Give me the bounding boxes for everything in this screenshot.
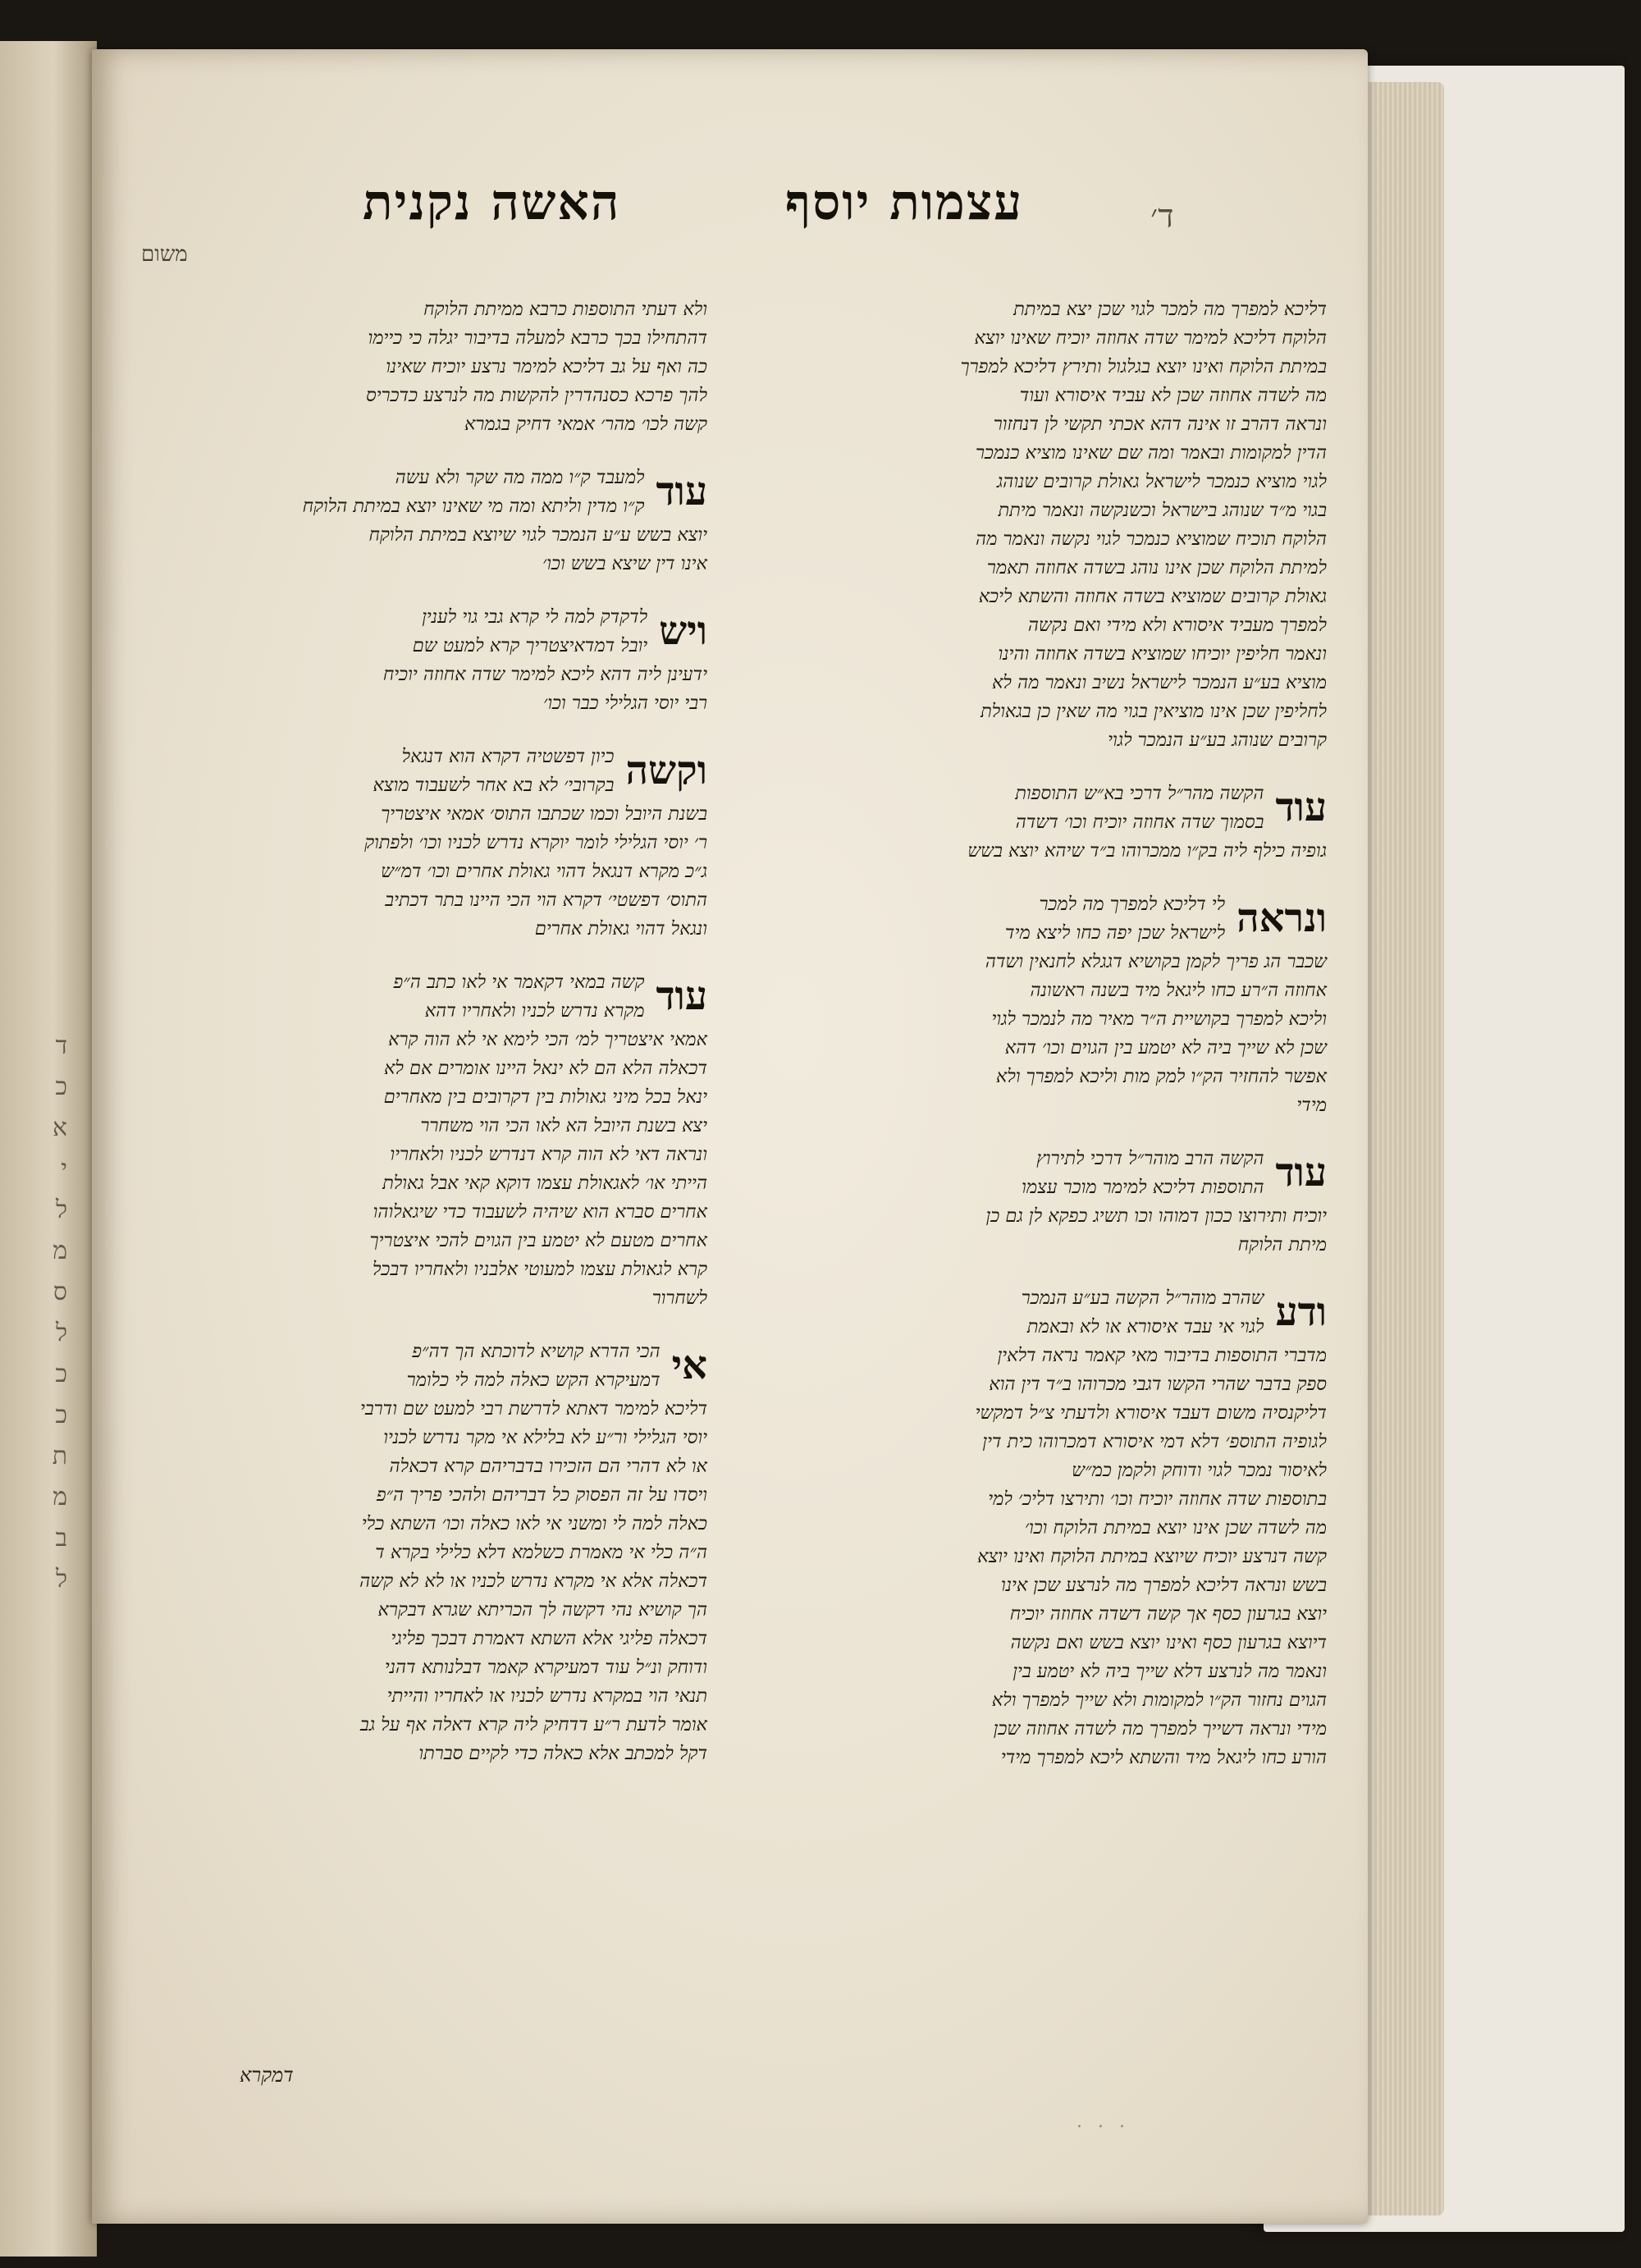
text-line: התוס׳ דפשטי׳ דקרא הוי הכי היינו בתר דכתיב (385, 889, 707, 911)
section-lead-word: וקשה (625, 748, 707, 793)
text-line: ג״כ מקרא דנגאל דהוי גאולת אחרים וכו׳ דמ״ש (381, 861, 707, 882)
text-line: אפשר להחזיר הק״ו למק מות וליכא למפרך ולא (995, 1066, 1327, 1087)
text-line: בשש ונראה דליכא למפרך מה לנרצע שכן אינו (1000, 1575, 1327, 1596)
text-line: לגופיה התוספ׳ דלא דמי איסורא דמכרוהו כית דין (982, 1431, 1327, 1452)
text-line: מיתת הלוקח (1237, 1234, 1327, 1255)
text-line: לדקדק למה לי קרא גבי גוי לענין (422, 606, 648, 628)
text-line: אחוזה ה״רע כחו ליגאל מיד בשנה ראשונה (1030, 980, 1327, 1001)
text-line: בקרובי׳ לא בא אחר לשעבוד מוצא (373, 775, 615, 796)
text-block (711, 780, 1327, 866)
text-block (158, 743, 707, 944)
text-block (711, 1145, 1327, 1260)
text-line: מידי ונראה דשייך למפרך מה לשדה אחוזה שכן (993, 1718, 1327, 1740)
text-line: ידעינן ליה דהא ליכא למימר שדה אחוזה יוכיח (383, 664, 707, 685)
text-line: ונראה דהרב זו אינה דהא אכתי תקשי לן דנחזור (993, 414, 1327, 435)
text-line: דהתחילו בכך כרבא למעלה בדיבור יגלה כי כיימו (368, 327, 707, 349)
text-line: הדין למקומות ובאמר ומה שם שאינו מוציא כנמכר (975, 442, 1327, 464)
text-line: הכי הדרא קושיא לדוכתא הך דה״פ (412, 1341, 661, 1362)
text-line: מדברי התוספות בדיבור מאי קאמר נראה דלאין (997, 1345, 1327, 1366)
text-line: ינאל בכל מיני גאולות בין דקרובים בין מאחרים (383, 1086, 707, 1108)
text-block (158, 464, 707, 578)
text-line: שהרב מוהר״ל הקשה בע״ע הנמכר (1021, 1287, 1264, 1309)
text-line: ונראה דאי לא הוה קרא דנדרש לכניו ולאחריו (390, 1144, 707, 1165)
text-line: במיתת הלוקח ואינו יוצא בגלגול ותירץ דליכא למפרך (960, 356, 1327, 377)
text-line: קשה דנרצע יוכיח שיוצא במיתת הלוקח ואינו יוצא (977, 1546, 1327, 1567)
text-line: ספק בדבר שהרי הקשו דגבי מכרוהו ב״ד דין הוא (989, 1374, 1327, 1395)
text-line: יובל דמדאיצטריך קרא למעט שם (412, 635, 648, 656)
facing-page-edge (0, 41, 97, 2257)
text-line: יוצא בשש ע״ע הנמכר לגוי שיוצא במיתת הלוקח (368, 524, 707, 546)
text-line: קרא לגאולת עצמו למעוטי אלבניו ולאחריו דבכל (372, 1259, 707, 1280)
text-line: מה לשדה שכן אינו יוצא במיתת הלוקח וכו׳ (1024, 1517, 1327, 1539)
text-line: אומר לדעת ר״ע דדחיק ליה קרא דאלה אף על גב (359, 1714, 707, 1735)
text-line: שכן לא שייך ביה לא יטמע בין הגוים וכו׳ דהא (1004, 1037, 1327, 1059)
text-line: ויסדו על זה הפסוק כל דבריהם ולהכי פריך ה״פ (376, 1484, 707, 1506)
text-line: יוסי הגלילי ור״ע לא בלילא אי מקר נדרש לכניו (383, 1427, 707, 1448)
text-line: מידי (1296, 1095, 1327, 1116)
running-head-right: עצמות יוסף (785, 174, 1024, 231)
text-line: כאלה למה לי ומשני אי לאו כאלה וכו׳ השתא כלי (361, 1513, 707, 1534)
text-line: לי דליכא למפרך מה למכר (1039, 894, 1226, 915)
text-line: הך קושיא נהי דקשה לך הכריתא שגרא דבקרא (377, 1599, 707, 1621)
section-lead-word: אי (671, 1342, 707, 1388)
footer-marks: · · · (1076, 2117, 1130, 2138)
section-lead-word: עוד (656, 973, 707, 1019)
text-line: הקשה מהר״ל דרכי בא״ש התוספות (1015, 783, 1264, 804)
text-line: לשחרור (651, 1287, 707, 1309)
text-line: ר׳ יוסי הגלילי לומר יוקרא נדרש לכניו וכו׳ ולפתוק (364, 832, 707, 853)
text-line: יוצא בגרעון כסף אך קשה דשדה אחוזה יוכיח (1009, 1603, 1327, 1625)
text-line: שכבר הג פריך לקמן בקושיא דגגלא לחנאין ושדה (985, 951, 1327, 972)
text-line: בתוספות שדה אחוזה יוכיח וכו׳ ותירצו דליכ׳ למי (988, 1488, 1327, 1510)
text-line: בשנת היובל וכמו שכתבו התוס׳ אמאי איצטריך (381, 803, 707, 825)
page-mark: ד׳ (1150, 198, 1174, 235)
text-block (158, 603, 707, 718)
text-line: דכאלה הלא הם לא ינאל היינו אומרים אם לא (383, 1058, 707, 1079)
margin-note: משום (141, 242, 188, 267)
text-line: למיתת הלוקח שכן אינו נוהג בשדה אחוזה תאמר (986, 557, 1327, 578)
section-lead-word: ודע (1275, 1289, 1327, 1335)
text-line: גאולת קרובים שמוציא בשדה אחוזה והשתא ליכא (978, 586, 1327, 607)
text-block (711, 295, 1327, 755)
text-block (711, 890, 1327, 1120)
text-line: הלוקח דליכא למימר שדה אחוזה יוכיח שאינו יוצא (974, 327, 1327, 349)
text-line: למפרך מעביד איסורא ולא מידי ואם נקשה (1027, 615, 1327, 636)
text-line: דליקנסיה משום דעבד איסורא ולדעתי צ״ל דמקשי (975, 1402, 1327, 1424)
text-line: התוספות דליכא למימר מוכר עצמו (1022, 1177, 1264, 1198)
text-line: לגוי אי עבד איסורא או לא ובאמת (1026, 1316, 1264, 1337)
text-line: יצא בשנת היובל הא לאו הכי הוי משחרר (420, 1115, 707, 1136)
text-line: הלוקח תוכיח שמוציא כנמכר לגוי נקשה ונאמר מה (976, 528, 1327, 550)
text-line: או לא דהרי הם הזכירו בדבריהם קרא דכאלה (389, 1456, 707, 1477)
text-line: לגוי מוציא כנמכר לישראל גאולת קרובים שנוהג (996, 471, 1327, 492)
text-line: מוציא בע״ע הנמכר לישראל נשיב ונאמר מה לא (991, 672, 1327, 693)
text-line: דכאלה אלא אי מקרא נדרש לכניו או לא לא קשה (359, 1571, 707, 1592)
text-line: דמעיקרא הקש כאלה למה לי כלומר (406, 1369, 661, 1391)
text-line: אמאי איצטריך למ׳ הכי לימא אי לא הוה קרא (388, 1029, 707, 1050)
text-line: בסמוך שדה אחוזה יוכיח וכו׳ דשדה (1015, 812, 1264, 833)
text-line: יוכיח ותירוצו ככון דמוהו וכו תשיג כפקא לן גם כן (985, 1205, 1327, 1227)
book-page (92, 49, 1368, 2224)
text-block (158, 1337, 707, 1768)
text-block (711, 1284, 1327, 1772)
text-line: אחרים מטעם לא יטמע בין הגוים להכי איצטריך (369, 1230, 707, 1251)
text-line: ודוחק ונ״ל עוד דמעיקרא קאמר דבלנותא דהני (384, 1657, 707, 1678)
text-line: דליכא למימר דאתא לדרשת רבי למעט שם ודרבי (360, 1398, 707, 1420)
text-line: דכאלה פליגי אלא השתא דאמרת דבכך פליגי (391, 1628, 707, 1649)
facing-page-text: ד כ א י ל מ ס ל כ כ ת מ ב ל (52, 1031, 67, 1594)
text-line: לאיסור נמכר לגוי ודוחק ולקמן כמ״ש (1072, 1460, 1327, 1481)
text-line: הקשה הרב מוהר״ל דרכי לתירוץ (1036, 1148, 1264, 1169)
text-line: קשה לכו׳ מהר׳ אמאי דחיק בגמרא (464, 414, 707, 435)
right-column (711, 295, 1327, 1781)
text-block (158, 295, 707, 439)
text-line: כה ואף על גב דליכא למימר נרצע יוכיח שאינו (386, 356, 707, 377)
text-line: מקרא נדרש לכניו ולאחריו דהא (424, 1000, 645, 1022)
catchword: דמקרא (240, 2064, 294, 2087)
text-line: לחליפין שכן אינו מוציאין בגוי מה שאין כן בגאולת (980, 701, 1327, 722)
text-block (158, 968, 707, 1313)
text-line: קשה במאי דקאמר אי לאו כתב ה״פ (393, 972, 645, 993)
text-line: למעבד ק״ו ממה מה שקר ולא עשה (395, 467, 645, 488)
text-line: אחרים סברא הוא שיהיה לשעבוד כדי שיגאלוהו (373, 1201, 707, 1223)
text-line: כיון דפשטיה דקרא הוא דנגאל (401, 746, 615, 767)
running-head-left: האשה נקנית (363, 174, 621, 231)
text-line: דליכא למפרך מה למכר לגוי שכן יצא במיתת (1013, 299, 1327, 320)
section-lead-word: ויש (659, 608, 707, 654)
text-line: ק״ו מדין וליתא ומה מי שאינו יוצא במיתת הלוקח (302, 496, 645, 517)
text-line: דקל למכתב אלא כאלה כדי לקיים סברתו (418, 1743, 707, 1764)
text-line: וליכא למפרך בקושיית ה״ר מאיר מה לנמכר לגוי (991, 1008, 1327, 1030)
text-line: תנאי הוי במקרא נדרש לכניו או לאחריו והייתי (386, 1685, 707, 1707)
section-lead-word: עוד (1275, 1150, 1327, 1196)
left-column (158, 295, 707, 1776)
text-line: הגוים נחזור הק״ו למקומות ולא שייך למפרך ולא (991, 1690, 1327, 1711)
section-lead-word: ונראה (1236, 895, 1327, 941)
text-line: גופיה כילף ליה בק״ו ממכרוהו ב״ד שיהא יוצא בשש (967, 840, 1327, 862)
text-line: ונאמר חליפין יוכיחו שמוציא בשדה אחוזה והינו (998, 643, 1327, 665)
text-line: לישראל שכן יפה כחו ליצא מיד (1005, 922, 1226, 944)
text-line: ונאמר מה לנרצע דלא שייך ביה לא יטמע בין (1012, 1661, 1327, 1682)
text-line: הורע כחו ליגאל מיד והשתא ליכא למפרך מידי (1000, 1747, 1327, 1768)
text-line: להך פרכא כסנהדרין להקשות מה לנרצע כדכריס (365, 385, 707, 406)
text-line: ונגאל דהוי גאולת אחרים (534, 918, 707, 940)
text-line: דיוצא בגרעון כסף ואינו יוצא בשש ואם נקשה (1010, 1632, 1327, 1653)
text-line: רבי יוסי הגלילי כבר וכו׳ (543, 693, 707, 714)
text-line: ה״ה כלי אי מאמרת כשלמא דלא כלילי בקרא ד (375, 1542, 707, 1563)
text-line: בגוי מ״ד שנוהג בישראל וכשנקשה ונאמר מיתת (998, 500, 1327, 521)
text-line: ולא דעתי התוספות כרבא ממיתת הלוקח (423, 299, 707, 320)
section-lead-word: עוד (1275, 784, 1327, 830)
text-line: קרובים שנוהג בע״ע הנמכר לגוי (1108, 729, 1327, 751)
section-lead-word: עוד (656, 469, 707, 514)
text-line: אינו דין שיצא בשש וכו׳ (542, 553, 707, 574)
text-line: מה לשדה אחוזה שכן לא עביד איסורא ועוד (1019, 385, 1327, 406)
text-line: הייתי או׳ לאגאולת עצמו דוקא קאי אבל גאולת (382, 1173, 707, 1194)
